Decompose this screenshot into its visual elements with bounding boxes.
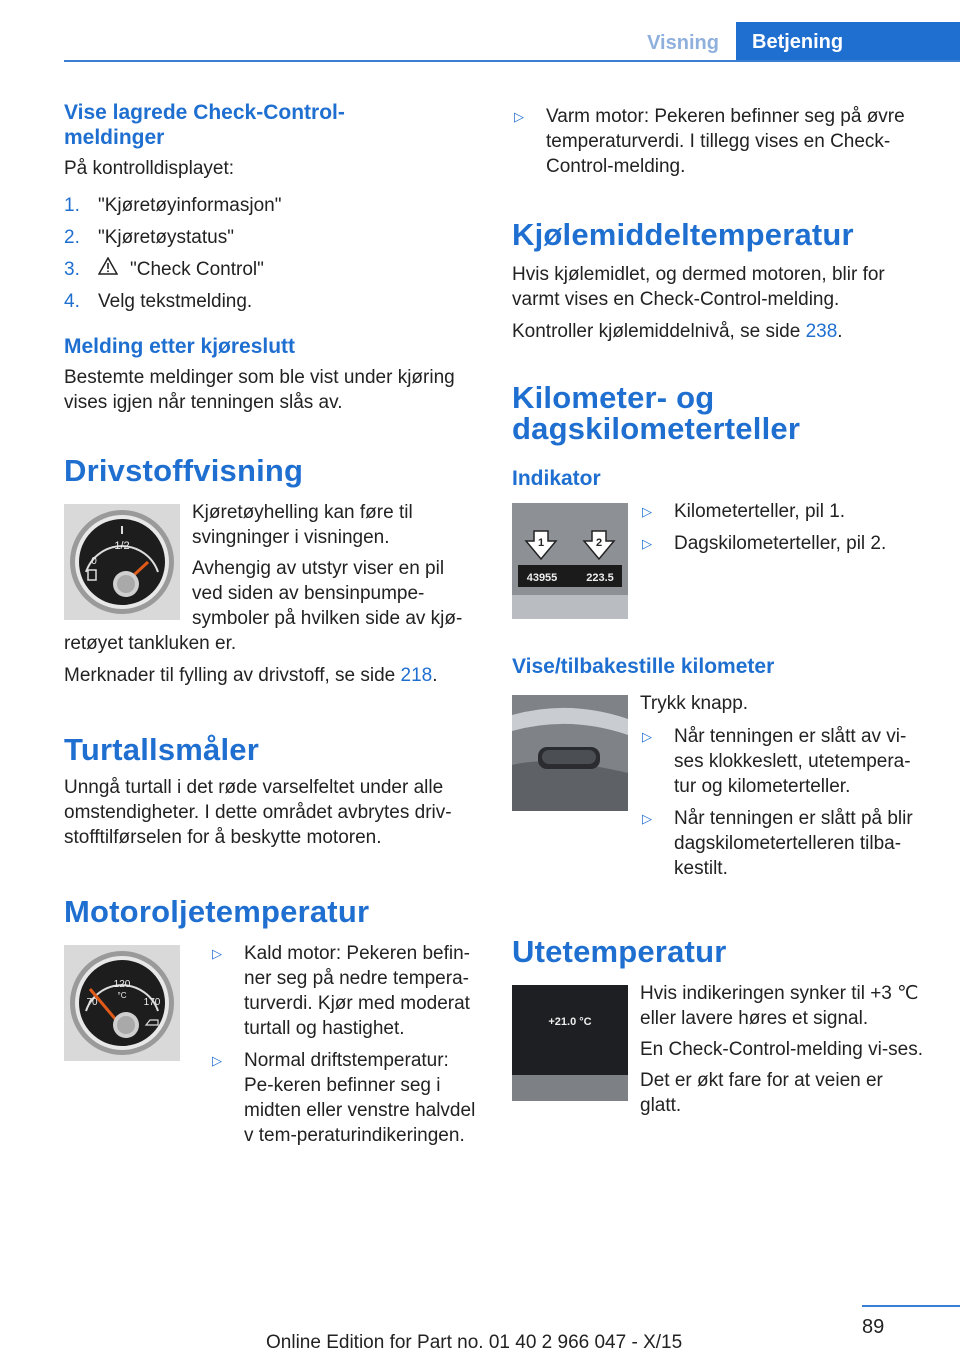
intro-text: På kontrolldisplayet: [64, 158, 235, 179]
list-item [640, 724, 928, 799]
outside-temp: +21.0 °C [548, 1016, 592, 1028]
fuel-p3-end: . [432, 665, 438, 686]
footer-edition: Online Edition for Part no. 01 40 2 966 047 - X/15 [266, 1332, 683, 1353]
tab-visning[interactable]: Visning [647, 32, 719, 54]
fuel-p1: Kjøretøyhelling kan føre til svingninger i visningen. [192, 502, 413, 548]
oil-list-continued [512, 104, 928, 179]
section-title-kilometer [512, 382, 928, 444]
fuel-gauge-image [64, 504, 180, 625]
step-text: Velg tekstmelding. [98, 291, 253, 312]
temp-p3: Det er økt fare for at veien er glatt. [640, 1070, 883, 1116]
step-number: 3. [64, 259, 80, 280]
page-number: 89 [862, 1316, 885, 1338]
list-item [512, 104, 928, 179]
fuel-block [64, 500, 478, 688]
melding-text: Bestemte meldinger som ble vist under kjøring vises igjen når tenningen slås av. [64, 367, 455, 413]
step-text: "Kjøretøyinformasjon" [98, 195, 282, 216]
oil-list [210, 941, 478, 1155]
title-line-1: Kilometer- og [512, 380, 715, 415]
page-link-218[interactable]: 218 [400, 665, 433, 686]
page-link-238[interactable]: 238 [805, 321, 838, 342]
right-column [512, 104, 928, 1118]
list-item [64, 193, 478, 218]
list-item [210, 1048, 478, 1148]
oil-unit-label: °C [117, 991, 127, 1000]
item-text: Kald motor: Pekeren befin-ner seg på nedre tempera-turverdi. Kjør med moderat turtall og hastighet. [244, 943, 471, 1039]
section-title-turtall: Turtallsmåler [64, 732, 259, 767]
subsection-vise-tilbakestille: Vise/tilbakestille kilometer [512, 655, 775, 678]
kjolemiddel-p2-end: . [837, 321, 843, 342]
list-item [64, 289, 478, 314]
section-title-drivstoff: Drivstoffvisning [64, 453, 304, 488]
total-km: 43955 [526, 572, 558, 584]
list-item [210, 941, 478, 1041]
list-item [64, 257, 478, 282]
section-title-kjolemiddel: Kjølemiddeltemperatur [512, 217, 854, 252]
triangle-bullet-icon: ▷ [212, 946, 222, 961]
section-title-utetemperatur: Utetemperatur [512, 934, 727, 969]
reset-button-image [512, 695, 628, 816]
step-text: "Kjøretøystatus" [98, 227, 234, 248]
temp-p2: En Check-Control-melding vi-ses. [640, 1039, 923, 1060]
trip-km: 223.5 [586, 572, 614, 584]
tab-betjening[interactable]: Betjening [736, 22, 960, 62]
section-title-motorolje: Motoroljetemperatur [64, 894, 370, 929]
gauge-zero-label: 0 [91, 556, 97, 567]
temp-p1: Hvis indikeringen synker til +3 ℃ eller lavere høres et signal. [640, 983, 919, 1029]
item-text: Når tenningen er slått av vi-ses klokkeslett, utetempera-tur og kilometerteller. [674, 726, 911, 797]
triangle-bullet-icon: ▷ [642, 536, 652, 551]
temp-display-image [512, 985, 628, 1106]
reset-text: Trykk knapp. [640, 693, 749, 714]
triangle-bullet-icon: ▷ [642, 504, 652, 519]
step-text: "Check Control" [130, 259, 264, 280]
triangle-bullet-icon: ▷ [642, 729, 652, 744]
temp-block [512, 981, 928, 1118]
triangle-bullet-icon: ▷ [212, 1053, 222, 1068]
item-text: Normal driftstemperatur: Pe-keren befinner seg i midten eller venstre halvdel v tem-peraturindikeringen. [244, 1050, 476, 1146]
footer-rule [862, 1305, 960, 1307]
gauge-half-label: 1/2 [114, 540, 130, 552]
odo-list [640, 499, 928, 563]
reset-block [512, 691, 928, 888]
kjolemiddel-p2 [512, 319, 928, 344]
subsection-indikator: Indikator [512, 467, 601, 490]
list-item [64, 225, 478, 250]
triangle-bullet-icon: ▷ [514, 109, 524, 124]
item-text: Varm motor: Pekeren befinner seg på øvre temperaturverdi. I tillegg vises en Check-Control-melding. [546, 106, 905, 177]
triangle-bullet-icon: ▷ [642, 811, 652, 826]
list-item [640, 499, 928, 524]
section-title-melding: Melding etter kjøreslutt [64, 335, 296, 358]
odo-block [512, 499, 928, 624]
title-line-1: Vise lagrede Check-Control- [64, 101, 345, 124]
header-rule [64, 60, 960, 62]
warning-icon [98, 257, 124, 282]
oil-gauge-image [64, 945, 180, 1066]
step-number: 1. [64, 195, 80, 216]
oil-high-label: 170 [143, 997, 161, 1008]
item-text: Når tenningen er slått på blir dagskilometertelleren tilba-kestilt. [674, 808, 913, 879]
kjolemiddel-p2-text: Kontroller kjølemiddelnivå, se side [512, 321, 806, 342]
odometer-image [512, 503, 628, 624]
fuel-p3-text: Merknader til fylling av drivstoff, se side [64, 665, 401, 686]
title-line-2: meldinger [64, 126, 165, 149]
list-item [640, 806, 928, 881]
oil-block [64, 941, 478, 1155]
step-number: 2. [64, 227, 80, 248]
title-line-2: dagskilometerteller [512, 411, 801, 446]
oil-low-label: 70 [86, 997, 98, 1008]
fuel-p3 [64, 663, 478, 688]
item-text: Dagskilometerteller, pil 2. [674, 533, 887, 554]
arrow-1-label: 1 [537, 537, 545, 549]
step-number: 4. [64, 291, 80, 312]
oil-mid-label: 120 [113, 979, 131, 990]
item-text: Kilometerteller, pil 1. [674, 501, 846, 522]
arrow-2-label: 2 [595, 537, 603, 549]
turtall-text: Unngå turtall i det røde varselfeltet under alle omstendigheter. I dette området avbrytes driv-stofftilførselen for å beskytte motoren. [64, 777, 452, 848]
reset-list [640, 724, 928, 888]
list-item [640, 531, 928, 556]
steps-list [64, 193, 478, 314]
left-column [64, 100, 478, 1155]
fuel-p2: Avhengig av utstyr viser en pil ved siden av bensinpumpe-symboler på hvilken side av kjø-retøyet tankluken er. [64, 558, 463, 654]
section-title-check-control [64, 100, 478, 150]
kjolemiddel-p1: Hvis kjølemidlet, og dermed motoren, blir for varmt vises en Check-Control-melding. [512, 264, 885, 310]
